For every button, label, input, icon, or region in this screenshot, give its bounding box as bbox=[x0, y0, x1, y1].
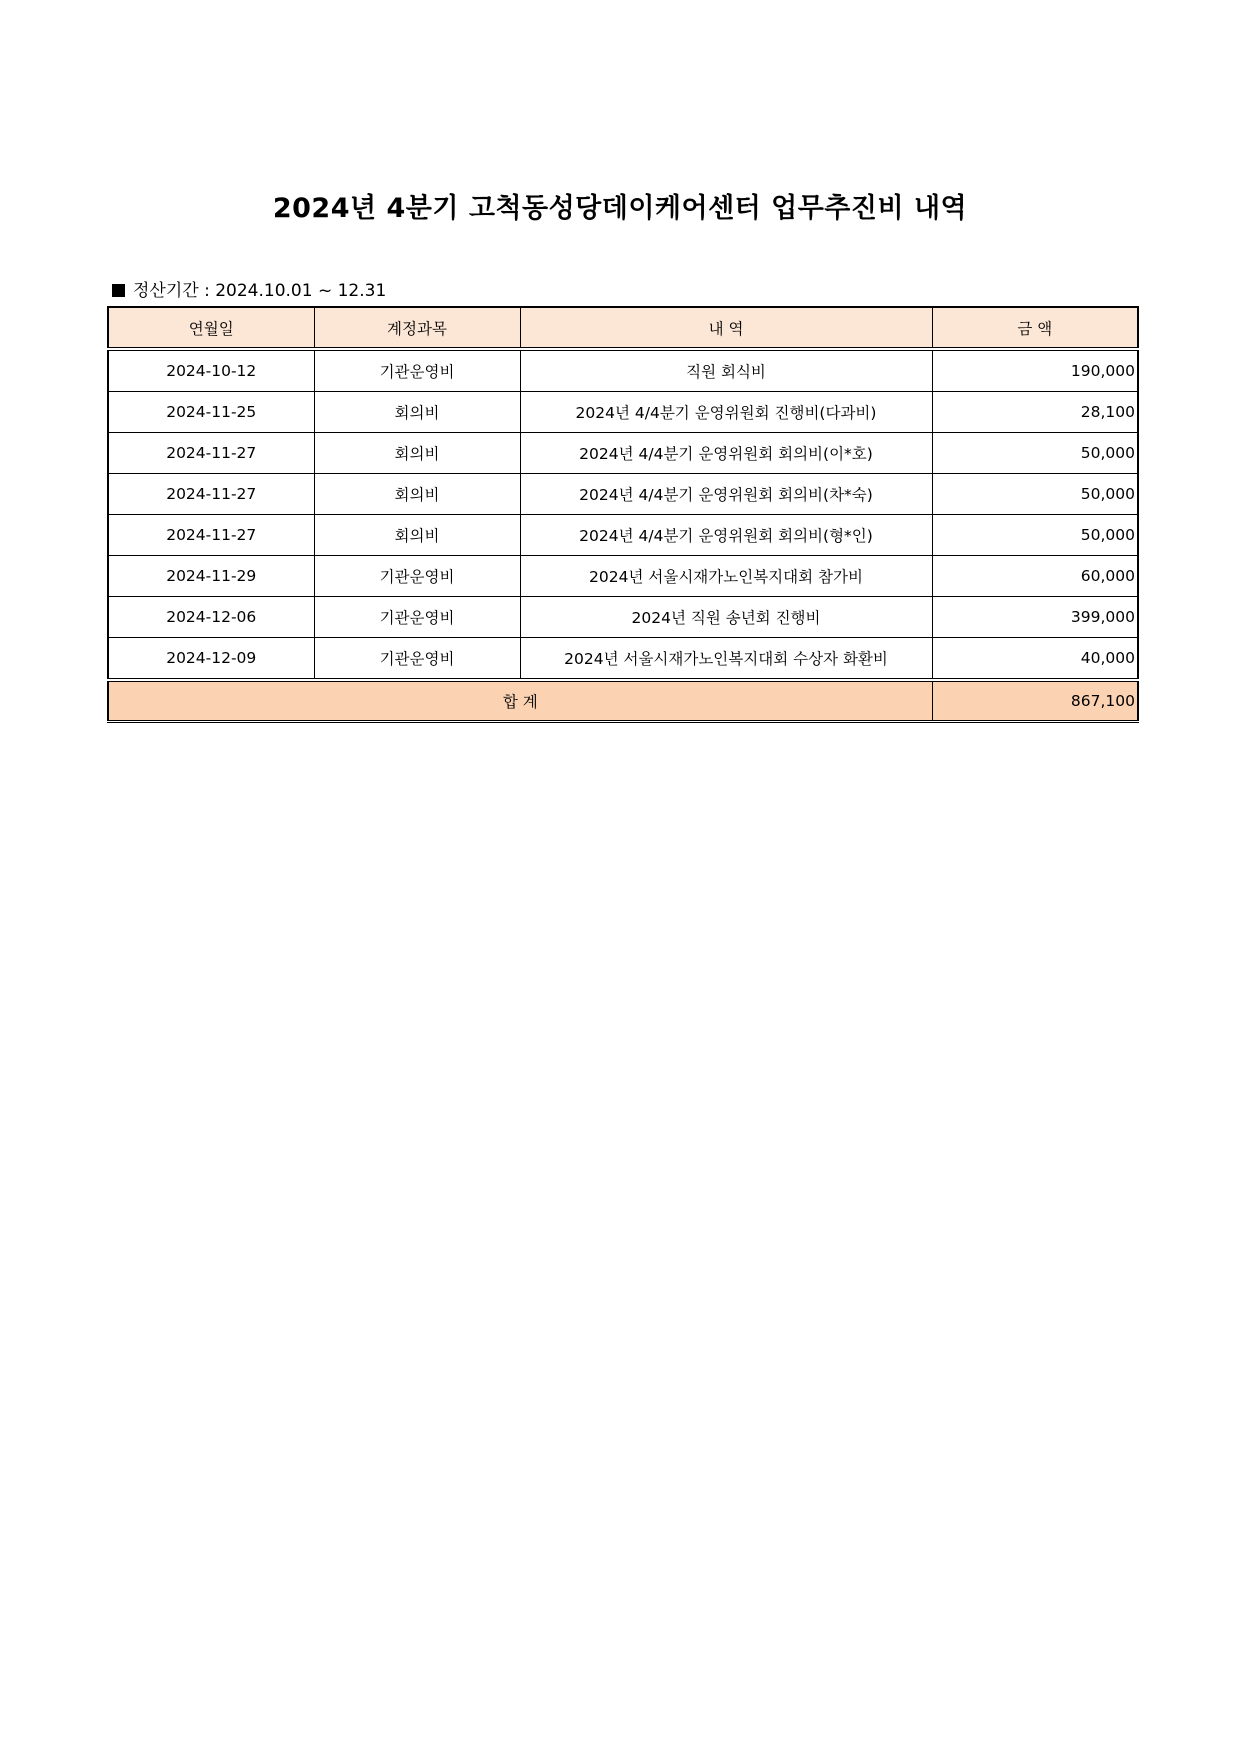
cell-account: 회의비 bbox=[314, 392, 520, 433]
cell-account: 회의비 bbox=[314, 515, 520, 556]
cell-detail: 2024년 서울시재가노인복지대회 수상자 화환비 bbox=[520, 638, 932, 681]
cell-detail: 2024년 4/4분기 운영위원회 회의비(형*인) bbox=[520, 515, 932, 556]
cell-detail: 2024년 4/4분기 운영위원회 회의비(이*호) bbox=[520, 433, 932, 474]
table-header-row bbox=[108, 307, 1138, 349]
cell-account: 회의비 bbox=[314, 433, 520, 474]
cell-amount: 40,000 bbox=[932, 638, 1138, 681]
table-row bbox=[108, 392, 1138, 433]
cell-date: 2024-11-25 bbox=[108, 392, 314, 433]
total-label: 합 계 bbox=[108, 680, 932, 722]
cell-amount: 50,000 bbox=[932, 474, 1138, 515]
table-row bbox=[108, 433, 1138, 474]
column-header-amount: 금 액 bbox=[932, 307, 1138, 349]
cell-date: 2024-11-27 bbox=[108, 433, 314, 474]
column-header-detail: 내 역 bbox=[520, 307, 932, 349]
cell-amount: 190,000 bbox=[932, 349, 1138, 392]
cell-date: 2024-10-12 bbox=[108, 349, 314, 392]
cell-detail: 2024년 4/4분기 운영위원회 회의비(차*숙) bbox=[520, 474, 932, 515]
column-header-account: 계정과목 bbox=[314, 307, 520, 349]
cell-account: 기관운영비 bbox=[314, 638, 520, 681]
cell-account: 회의비 bbox=[314, 474, 520, 515]
cell-detail: 2024년 서울시재가노인복지대회 참가비 bbox=[520, 556, 932, 597]
table-row bbox=[108, 515, 1138, 556]
cell-amount: 60,000 bbox=[932, 556, 1138, 597]
cell-date: 2024-12-09 bbox=[108, 638, 314, 681]
square-bullet-icon bbox=[112, 284, 125, 297]
total-row bbox=[108, 680, 1138, 722]
cell-date: 2024-11-27 bbox=[108, 515, 314, 556]
cell-amount: 50,000 bbox=[932, 515, 1138, 556]
expense-table bbox=[107, 306, 1139, 723]
cell-account: 기관운영비 bbox=[314, 349, 520, 392]
document-title: 2024년 4분기 고척동성당데이케어센터 업무추진비 내역 bbox=[272, 193, 968, 224]
settlement-period bbox=[112, 276, 386, 301]
table-row bbox=[108, 638, 1138, 681]
cell-detail: 직원 회식비 bbox=[520, 349, 932, 392]
column-header-date: 연월일 bbox=[108, 307, 314, 349]
table-row bbox=[108, 597, 1138, 638]
cell-date: 2024-11-27 bbox=[108, 474, 314, 515]
cell-date: 2024-11-29 bbox=[108, 556, 314, 597]
settlement-period-label: 정산기간 : 2024.10.01 ~ 12.31 bbox=[133, 281, 387, 301]
table-row bbox=[108, 349, 1138, 392]
cell-amount: 399,000 bbox=[932, 597, 1138, 638]
cell-account: 기관운영비 bbox=[314, 597, 520, 638]
table-row bbox=[108, 556, 1138, 597]
cell-account: 기관운영비 bbox=[314, 556, 520, 597]
cell-date: 2024-12-06 bbox=[108, 597, 314, 638]
cell-amount: 28,100 bbox=[932, 392, 1138, 433]
cell-detail: 2024년 직원 송년회 진행비 bbox=[520, 597, 932, 638]
total-amount: 867,100 bbox=[932, 680, 1138, 722]
table-row bbox=[108, 474, 1138, 515]
cell-detail: 2024년 4/4분기 운영위원회 진행비(다과비) bbox=[520, 392, 932, 433]
cell-amount: 50,000 bbox=[932, 433, 1138, 474]
